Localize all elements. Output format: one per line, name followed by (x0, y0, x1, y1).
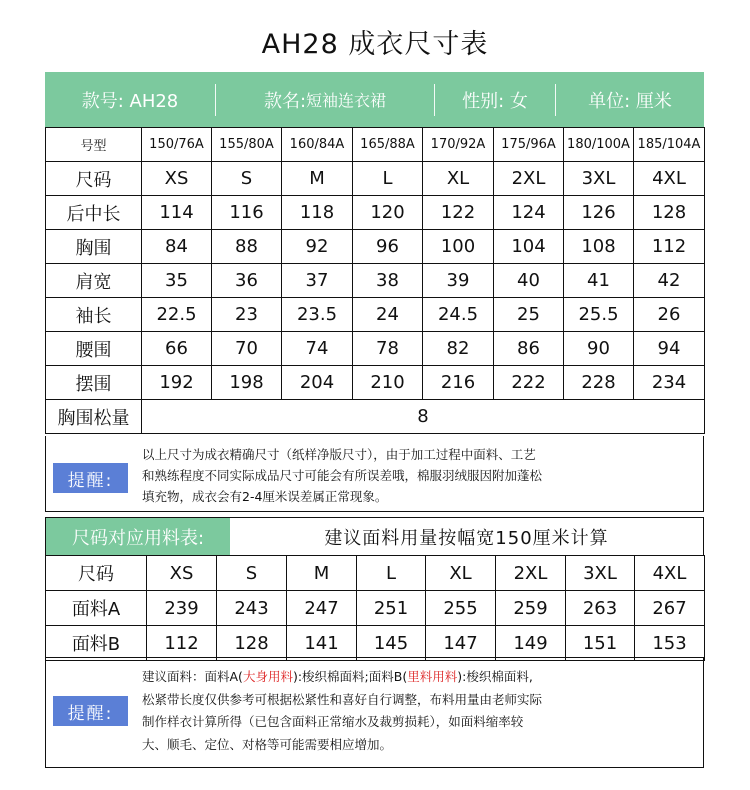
measure-cell: 88 (212, 230, 282, 264)
fabric-cell: 243 (217, 591, 287, 626)
measure-cell: 22.5 (142, 298, 212, 332)
measure-cell: 108 (564, 230, 634, 264)
size-cell: S (217, 556, 287, 591)
row-header: 面料B (46, 626, 147, 661)
measure-cell: 234 (634, 366, 705, 400)
spec-header-bar (45, 72, 704, 127)
fabric-usage-label: 尺码对应用料表: (46, 518, 230, 556)
model-cell: 185/104A (634, 128, 705, 162)
measure-cell: 216 (423, 366, 494, 400)
size-cell: M (287, 556, 357, 591)
measure-cell: 128 (634, 196, 705, 230)
measure-cell: 222 (494, 366, 564, 400)
reminder-line: 填充物，成衣会有2-4厘米误差属正常现象。 (142, 489, 388, 504)
size-cell: S (212, 162, 282, 196)
size-cell: 2XL (496, 556, 566, 591)
table-row (46, 591, 705, 626)
model-cell: 160/84A (282, 128, 353, 162)
text-segment: ):梭织棉面料, (457, 669, 533, 684)
size-cell: 4XL (635, 556, 705, 591)
measure-cell: 90 (564, 332, 634, 366)
fabric-reminder-box (45, 657, 704, 768)
reminder-line: 松紧带长度仅供参考可根据松紧性和喜好自行调整，布料用量由老师实际 (142, 691, 543, 707)
measure-cell: 198 (212, 366, 282, 400)
fabric-cell: 251 (357, 591, 426, 626)
measure-cell: 126 (564, 196, 634, 230)
row-header: 后中长 (46, 196, 142, 230)
table-row (46, 264, 705, 298)
table-row (46, 196, 705, 230)
measure-cell: 84 (142, 230, 212, 264)
size-cell: L (353, 162, 423, 196)
size-cell: XL (423, 162, 494, 196)
measure-cell: 124 (494, 196, 564, 230)
measure-cell: 82 (423, 332, 494, 366)
measure-cell: 118 (282, 196, 353, 230)
measure-cell: 38 (353, 264, 423, 298)
row-header: 摆围 (46, 366, 142, 400)
fabric-cell: 112 (147, 626, 217, 661)
fabric-cell: 145 (357, 626, 426, 661)
size-cell: M (282, 162, 353, 196)
size-cell: 2XL (494, 162, 564, 196)
measure-cell: 25.5 (564, 298, 634, 332)
size-cell: 4XL (634, 162, 705, 196)
reminder-box (45, 436, 704, 512)
size-cell: XL (426, 556, 496, 591)
measure-cell: 116 (212, 196, 282, 230)
measure-cell: 24.5 (423, 298, 494, 332)
table-row (46, 162, 705, 196)
fabric-cell: 141 (287, 626, 357, 661)
highlight-main-fabric: 大身用料 (242, 669, 293, 684)
model-cell: 175/96A (494, 128, 564, 162)
table-row (46, 332, 705, 366)
reminder-text (142, 444, 695, 507)
measure-cell: 37 (282, 264, 353, 298)
measure-cell: 24 (353, 298, 423, 332)
fabric-cell: 151 (566, 626, 635, 661)
measure-cell: 192 (142, 366, 212, 400)
style-name-label: 款名: (263, 90, 307, 112)
fabric-cell: 128 (217, 626, 287, 661)
measure-cell: 23 (212, 298, 282, 332)
size-spec-table (45, 127, 705, 434)
measure-cell: 96 (353, 230, 423, 264)
table-row (46, 366, 705, 400)
page-title: AH28 成衣尺寸表 (261, 29, 489, 60)
fabric-cell: 255 (426, 591, 496, 626)
measure-cell: 210 (353, 366, 423, 400)
row-header: 面料A (46, 591, 147, 626)
reminder-badge: 提醒: (53, 463, 128, 493)
reminder-line (142, 666, 695, 689)
measure-cell: 41 (564, 264, 634, 298)
measure-cell: 94 (634, 332, 705, 366)
measure-cell: 112 (634, 230, 705, 264)
table-row (46, 230, 705, 264)
fabric-cell: 263 (566, 591, 635, 626)
style-name-value: 短袖连衣裙 (306, 91, 387, 110)
model-cell: 150/76A (142, 128, 212, 162)
row-header-model: 号型 (46, 128, 142, 162)
model-cell: 170/92A (423, 128, 494, 162)
size-cell: XS (147, 556, 217, 591)
fabric-cell: 149 (496, 626, 566, 661)
unit: 单位: 厘米 (588, 90, 672, 112)
measure-cell: 122 (423, 196, 494, 230)
measure-cell: 92 (282, 230, 353, 264)
measure-cell: 204 (282, 366, 353, 400)
text-segment: ):梭织棉面料;面料B( (292, 669, 408, 684)
measure-cell: 36 (212, 264, 282, 298)
ease-value: 8 (142, 400, 705, 434)
row-header-size: 尺码 (46, 162, 142, 196)
reminder-line: 大、顺毛、定位、对格等可能需要相应增加。 (142, 736, 393, 752)
model-cell: 155/80A (212, 128, 282, 162)
measure-cell: 104 (494, 230, 564, 264)
row-header: 袖长 (46, 298, 142, 332)
gender: 性别: 女 (462, 90, 528, 112)
style-name (216, 72, 434, 127)
table-row (46, 298, 705, 332)
row-header: 腰围 (46, 332, 142, 366)
fabric-cell: 267 (635, 591, 705, 626)
table-row (46, 626, 705, 661)
measure-cell: 39 (423, 264, 494, 298)
row-header-size: 尺码 (46, 556, 147, 591)
measure-cell: 86 (494, 332, 564, 366)
measure-cell: 40 (494, 264, 564, 298)
row-header-ease: 胸围松量 (46, 400, 142, 434)
measure-cell: 42 (634, 264, 705, 298)
measure-cell: 66 (142, 332, 212, 366)
measure-cell: 23.5 (282, 298, 353, 332)
reminder-line: 以上尺寸为成衣精确尺寸（纸样净版尺寸），由于加工过程中面料、工艺 (142, 447, 536, 462)
row-header: 胸围 (46, 230, 142, 264)
table-row (46, 400, 705, 434)
size-cell: 3XL (566, 556, 635, 591)
fabric-cell: 239 (147, 591, 217, 626)
fabric-usage-note: 建议面料用量按幅宽150厘米计算 (324, 528, 609, 549)
fabric-usage-table (45, 555, 705, 661)
measure-cell: 70 (212, 332, 282, 366)
reminder-badge: 提醒: (53, 696, 128, 726)
measure-cell: 228 (564, 366, 634, 400)
measure-cell: 25 (494, 298, 564, 332)
size-cell: 3XL (564, 162, 634, 196)
model-cell: 180/100A (564, 128, 634, 162)
measure-cell: 78 (353, 332, 423, 366)
highlight-lining-fabric: 里料用料 (407, 669, 458, 684)
size-cell: L (357, 556, 426, 591)
table-row (46, 128, 705, 162)
measure-cell: 100 (423, 230, 494, 264)
size-cell: XS (142, 162, 212, 196)
measure-cell: 74 (282, 332, 353, 366)
model-cell: 165/88A (353, 128, 423, 162)
reminder-line: 制作样衣计算所得（已包含面料正常缩水及裁剪损耗），如面料缩率较 (142, 714, 524, 729)
reminder-line: 和熟练程度不同实际成品尺寸可能会有所误差哦，棉服羽绒服因附加蓬松 (142, 468, 543, 483)
text-segment: 建议面料：面料A( (142, 669, 243, 684)
fabric-reminder-text (142, 666, 695, 756)
fabric-cell: 259 (496, 591, 566, 626)
measure-cell: 26 (634, 298, 705, 332)
table-row (46, 556, 705, 591)
fabric-cell: 247 (287, 591, 357, 626)
fabric-cell: 153 (635, 626, 705, 661)
measure-cell: 114 (142, 196, 212, 230)
fabric-usage-header (45, 517, 704, 555)
fabric-cell: 147 (426, 626, 496, 661)
style-number: 款号: AH28 (81, 90, 179, 112)
row-header: 肩宽 (46, 264, 142, 298)
measure-cell: 35 (142, 264, 212, 298)
measure-cell: 120 (353, 196, 423, 230)
